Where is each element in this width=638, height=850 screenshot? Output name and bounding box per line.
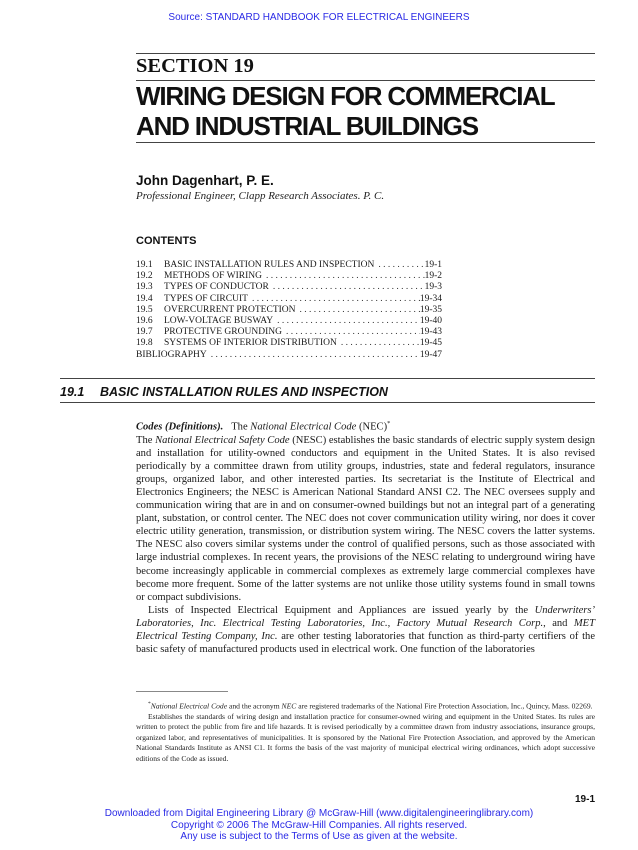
contents-heading: CONTENTS [136, 235, 197, 247]
heading-top-rule [60, 378, 595, 379]
footnote-trademark: *National Electrical Code and the acronym NEC are registered trademarks of the National Fire Protection Association, Inc., Quincy, Mass. 02269. [148, 701, 593, 711]
toc-item-bibliography[interactable]: BIBLIOGRAPHY . . . 19-47 [136, 350, 442, 361]
codes-paragraph: Codes (Definitions). The National Electrical Code (NEC)* [136, 420, 391, 433]
toc-item[interactable]: 19.1 BASIC INSTALLATION RULES AND INSPECTION . . . 19-1 [136, 260, 442, 271]
toc-item[interactable]: 19.5 OVERCURRENT PROTECTION . . . 19-35 [136, 305, 442, 316]
download-line[interactable]: Downloaded from Digital Engineering Library @ McGraw-Hill (www.digitalengineeringlibrary.com) [104, 808, 534, 819]
download-notice [0, 808, 638, 843]
page-number: 19-1 [574, 794, 595, 805]
section-title-line-1: WIRING DESIGN FOR COMMERCIAL [136, 81, 555, 111]
toc-item[interactable]: 19.6 LOW-VOLTAGE BUSWAY . . . 19-40 [136, 316, 442, 327]
source-line: Source: STANDARD HANDBOOK FOR ELECTRICAL ENGINEERS [168, 12, 470, 23]
lists-paragraph: Lists of Inspected Electrical Equipment and Appliances are issued yearly by the Underwriters’ Laboratories, Inc. Electrical Testing Laboratories, Inc., Factory Mutual Research Corp., and MET Electrical Testing Company, Inc. are other testing laboratories that function as third-party certifiers of the basic safety of manufactured products used in electrical work. One function of the laboratories [136, 604, 596, 656]
toc-item[interactable]: 19.4 TYPES OF CIRCUIT . . . 19-34 [136, 294, 442, 305]
toc-item[interactable]: 19.2 METHODS OF WIRING . . . 19-2 [136, 271, 442, 282]
toc-item[interactable]: 19.8 SYSTEMS OF INTERIOR DISTRIBUTION . . . 19-45 [136, 338, 442, 349]
copyright-line: Copyright © 2006 The McGraw-Hill Companies. All rights reserved. [170, 819, 468, 831]
section-title [136, 81, 606, 141]
toc-item[interactable]: 19.3 TYPES OF CONDUCTOR . . . 19-3 [136, 282, 442, 293]
author-affiliation: Professional Engineer, Clapp Research Associates. P. C. [136, 190, 385, 202]
footnote [136, 699, 595, 764]
section-top-rule [136, 53, 595, 54]
footnote-rule [136, 691, 228, 692]
section-bottom-rule [136, 142, 595, 143]
toc-item[interactable]: 19.7 PROTECTIVE GROUNDING . . . 19-43 [136, 327, 442, 338]
body-text [136, 417, 595, 656]
section-label: SECTION 19 [136, 55, 254, 77]
nesc-paragraph: The National Electrical Safety Code (NESC) establishes the basic standards of electric supply system design and installation for utility-owned conductors and equipment in the United States. It is also revised periodically by a committee drawn from utility groups, industries, state and federal regulators, insurance groups, organized labor, and other interested parties. Its secretariat is the Institute of Electrical and Electronics Engineers; the NESC is American National Standard ANSI C2. The NEC oversees supply and communication wiring that are in and on consumer-owned buildings but not an integral part of a generating plant, substation, or control center. The NEC does not cover communication utility wiring, nor does it cover electric utility generation, transmission, or distribution system wiring. The NESC covers the latter systems. The NESC also covers similar systems under the control of qualified persons, such as those associated with large industrial complexes. In recent years, the provisions of the NESC relating to underground wiring have become increasingly applicable in commercial complexes as extremely large commercial complexes have become more frequent. Some of the latter systems are not unlike those utility systems found in small towns or compact subdivisions. [136, 434, 595, 603]
author-name: John Dagenhart, P. E. [136, 173, 274, 188]
section-heading-19-1: 19.1 BASIC INSTALLATION RULES AND INSPECTION [60, 385, 388, 399]
footnote-nec-description: Establishes the standards of wiring design and installation practice for consumer-owned wiring and equipment in the United States. Its rules are written to protect the public from fire and life hazards. It is revised periodically by a committee drawn from industry associations, insurance groups, organized labor, and representatives of municipalities. It is sponsored by the National Fire Protection Association, and approved by the American National Standards Institute as ANSI C1. It forms the basis of the vast majority of municipal electrical wiring ordinances, which adopt successive editions of the Code as issued. [136, 711, 595, 763]
terms-line[interactable]: Any use is subject to the Terms of Use as given at the website. [180, 831, 458, 842]
table-of-contents [136, 260, 442, 361]
section-title-line-2: AND INDUSTRIAL BUILDINGS [136, 111, 478, 141]
heading-bottom-rule [60, 402, 595, 403]
